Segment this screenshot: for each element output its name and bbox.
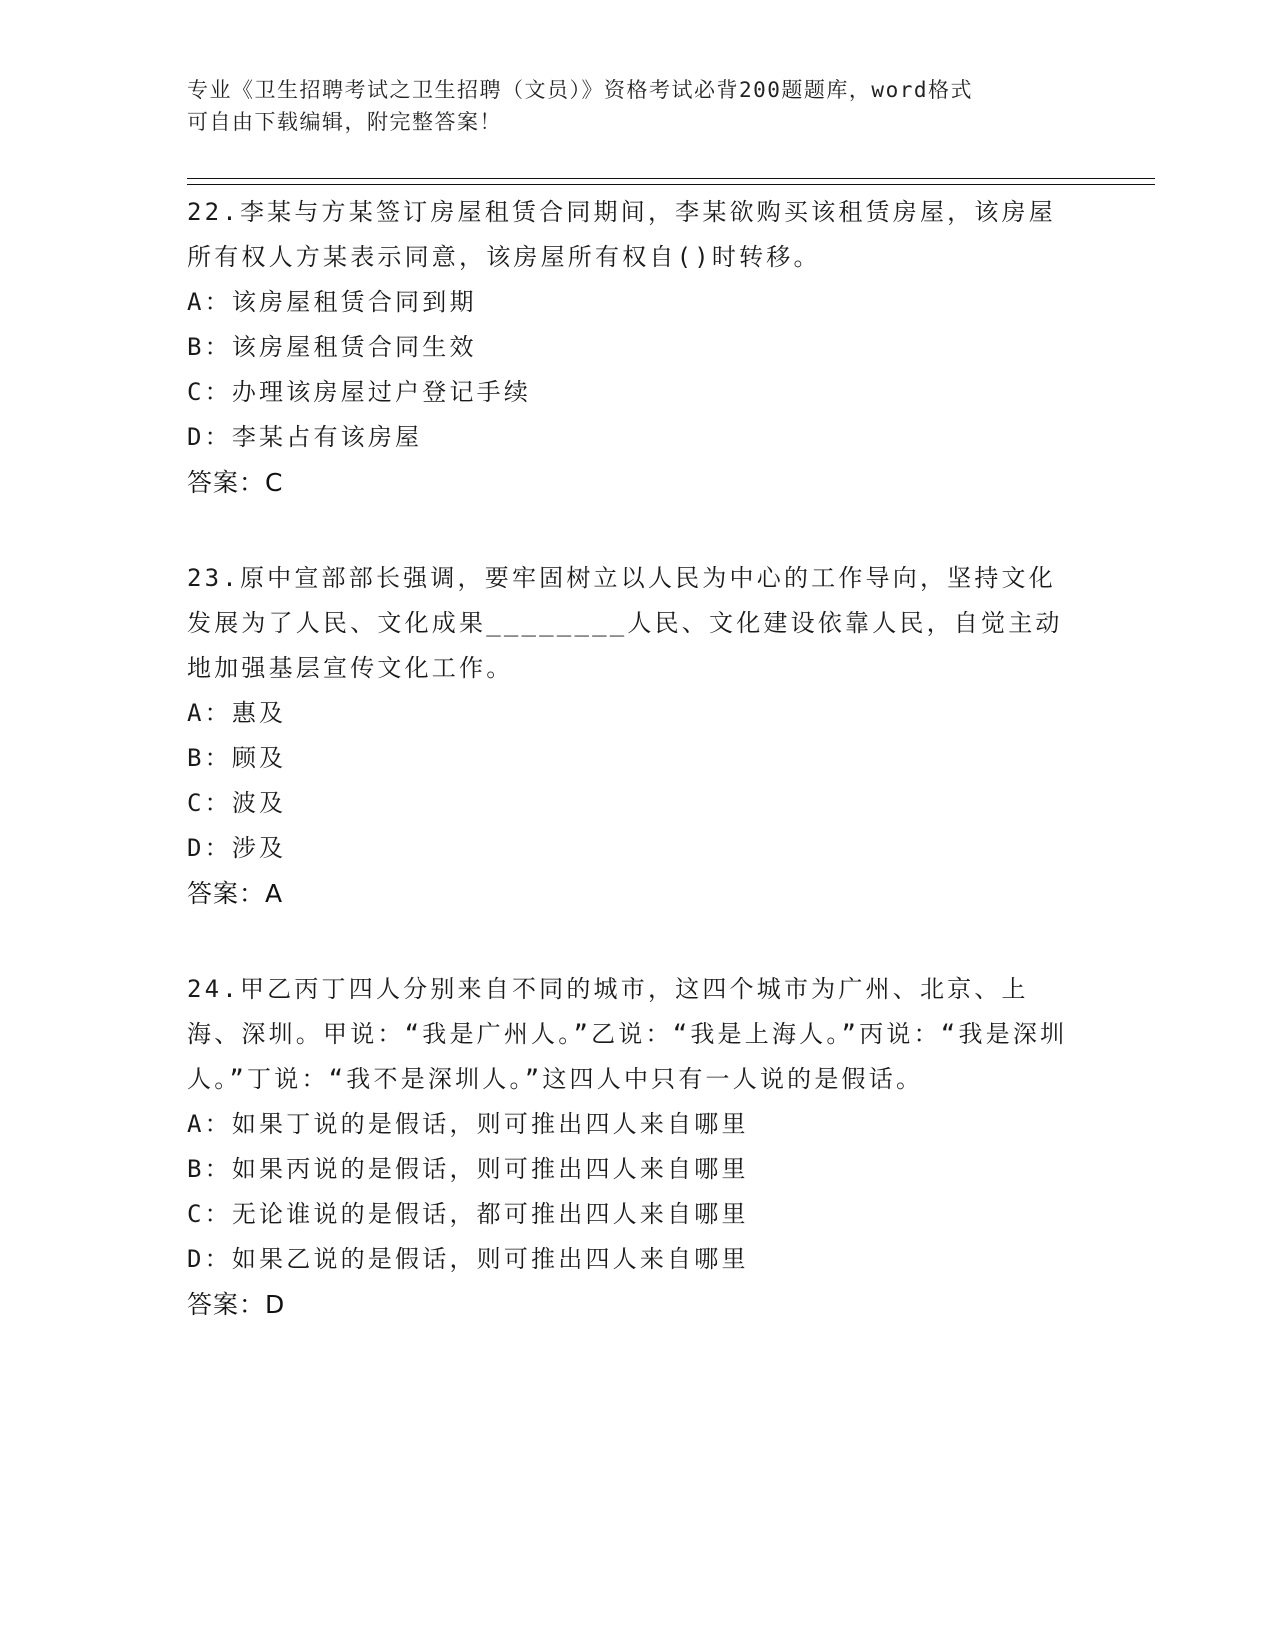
- option-c: C：无论谁说的是假话，都可推出四人来自哪里: [187, 1200, 749, 1228]
- option-b: B：该房屋租赁合同生效: [187, 333, 477, 361]
- question-24: [187, 967, 1077, 1327]
- option-d: D：李某占有该房屋: [187, 423, 423, 451]
- header-divider-top: [187, 178, 1155, 179]
- option-a: A：惠及: [187, 699, 287, 727]
- question-stem: 24.甲乙丙丁四人分别来自不同的城市，这四个城市为广州、北京、上海、深圳。甲说：“我是广州人。”乙说：“我是上海人。”丙说：“我是深圳人。”丁说：“我不是深圳人。”这四人中只有一人说的是假话。: [187, 975, 1068, 1093]
- option-b: B：如果丙说的是假话，则可推出四人来自哪里: [187, 1155, 749, 1183]
- question-23: [187, 556, 1077, 916]
- option-d: D：如果乙说的是假话，则可推出四人来自哪里: [187, 1245, 749, 1273]
- header-title-line-1: 专业《卫生招聘考试之卫生招聘（文员）》资格考试必背200题题库，word格式: [187, 78, 973, 102]
- option-a: A：如果丁说的是假话，则可推出四人来自哪里: [187, 1110, 749, 1138]
- question-stem: 22.李某与方某签订房屋租赁合同期间，李某欲购买该租赁房屋，该房屋所有权人方某表示同意，该房屋所有权自()时转移。: [187, 198, 1056, 271]
- question-22: [187, 190, 1077, 505]
- answer-line: 答案：A: [187, 879, 284, 908]
- document-header: [187, 74, 1067, 138]
- option-d: D：涉及: [187, 834, 287, 862]
- header-divider-bottom: [187, 184, 1155, 185]
- question-stem: 23.原中宣部部长强调，要牢固树立以人民为中心的工作导向，坚持文化发展为了人民、文化成果________人民、文化建设依靠人民，自觉主动地加强基层宣传文化工作。: [187, 564, 1063, 682]
- option-b: B：顾及: [187, 744, 287, 772]
- header-title-line-2: 可自由下载编辑，附完整答案！: [187, 110, 502, 134]
- option-a: A：该房屋租赁合同到期: [187, 288, 477, 316]
- option-c: C：办理该房屋过户登记手续: [187, 378, 532, 406]
- answer-line: 答案：C: [187, 468, 284, 497]
- option-c: C：波及: [187, 789, 287, 817]
- answer-line: 答案：D: [187, 1290, 286, 1319]
